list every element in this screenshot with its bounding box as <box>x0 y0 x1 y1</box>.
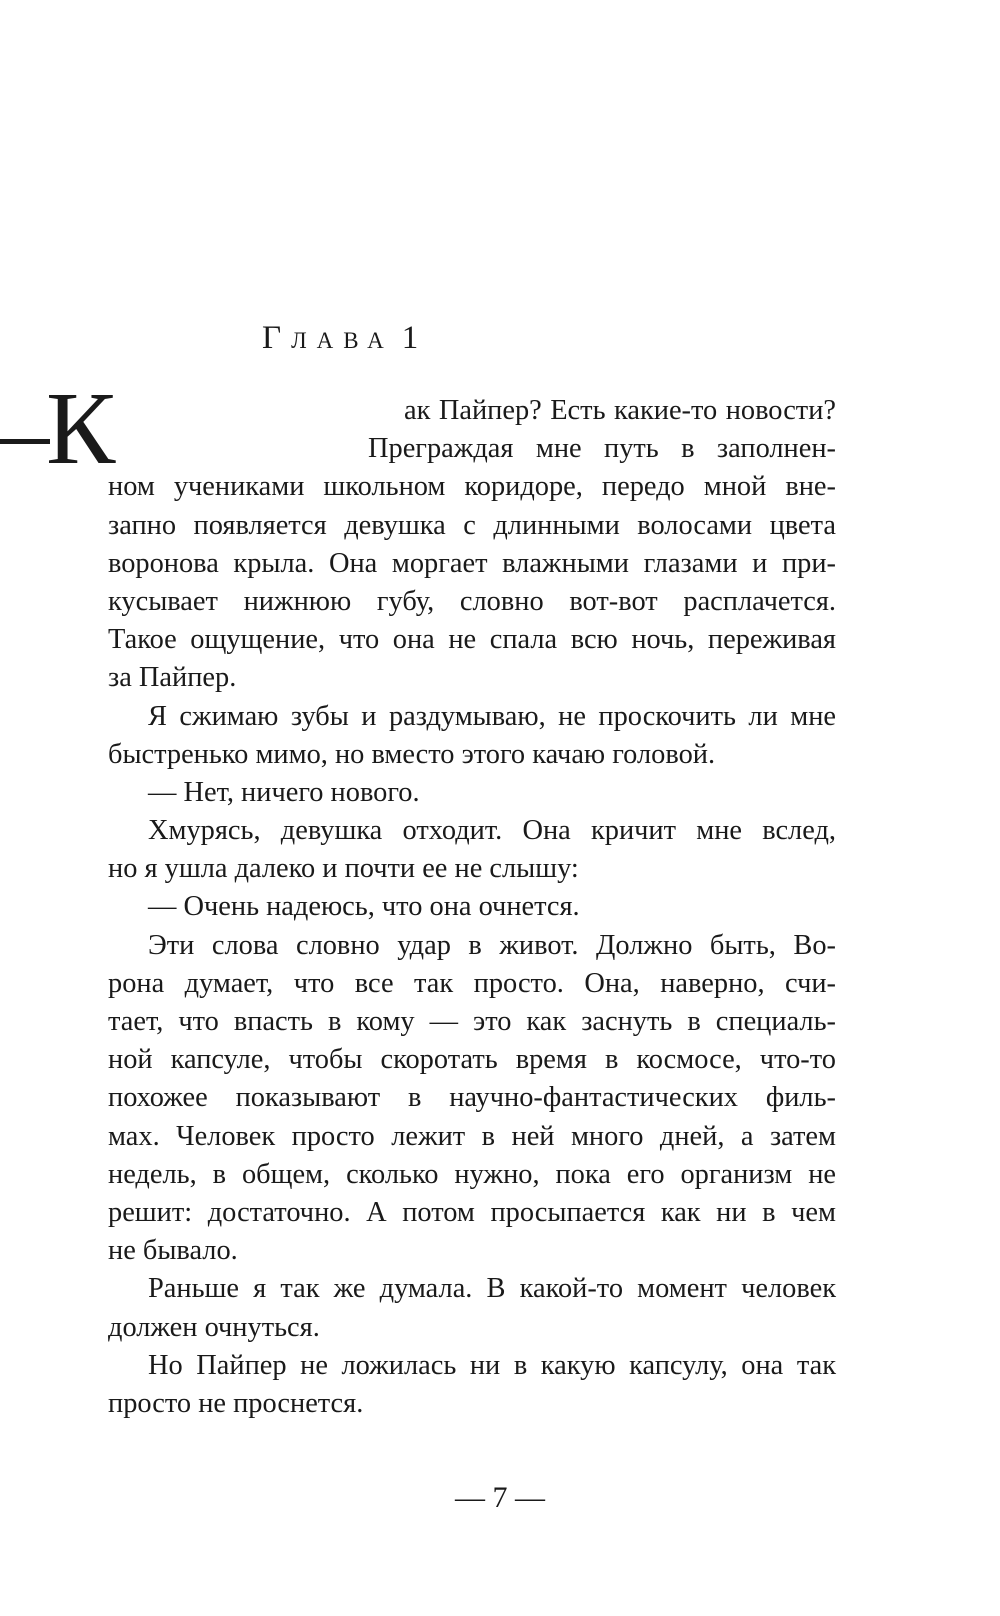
text-line: мах. Человек просто лежит в ней много дней, а затем <box>108 1120 836 1152</box>
text-line: Я сжимаю зубы и раздумываю, не проскочить ли мне <box>148 700 836 732</box>
text-line: кусывает нижнюю губу, словно вот-вот расплачется. <box>108 585 836 617</box>
drop-cap-dash <box>0 439 50 444</box>
text-line: Хмурясь, девушка отходит. Она кричит мне вслед, <box>148 815 836 847</box>
text-line: Раньше я так же думала. В какой-то момент человек <box>148 1273 836 1305</box>
text-line: решит: достаточно. А потом просыпается как ни в чем <box>108 1196 836 1228</box>
text-line: просто не проснется. <box>108 1387 364 1419</box>
chapter-text <box>46 371 836 1423</box>
text-line: не бывало. <box>108 1235 238 1267</box>
text-line: Преграждая мне путь в заполнен- <box>368 433 836 465</box>
text-line: похожее показывают в научно-фантастических филь- <box>108 1082 836 1114</box>
text-line: Эти слова словно удар в живот. Должно быть, Во- <box>148 929 836 961</box>
text-line: но я ушла далеко и почти ее не слышу: <box>108 853 579 885</box>
text-line: недель, в общем, сколько нужно, пока его организм не <box>108 1158 836 1190</box>
chapter-heading <box>262 318 418 358</box>
text-line: воронова крыла. Она моргает влажными глазами и при- <box>108 547 836 579</box>
text-line: Но Пайпер не ложилась ни в какую капсулу, она так <box>148 1349 836 1381</box>
page-number: — 7 — <box>455 1481 545 1514</box>
text-line: — Нет, ничего нового. <box>148 776 420 808</box>
text-line: рона думает, что все так просто. Она, наверно, счи- <box>108 967 836 999</box>
chapter-number: 1 <box>401 320 419 356</box>
text-line: Такое ощущение, что она не спала всю ночь, переживая <box>108 624 836 656</box>
text-line: ной капсуле, чтобы скоротать время в космосе, что-то <box>108 1044 836 1076</box>
text-line: — Очень надеюсь, что она очнется. <box>148 891 580 923</box>
text-line: ак Пайпер? Есть какие-то новости? <box>404 395 836 426</box>
text-line: ном учениками школьном коридоре, передо мной вне- <box>108 471 836 503</box>
text-line: быстренько мимо, но вместо этого качаю головой. <box>108 738 716 770</box>
text-line: запно появляется девушка с длинными волосами цвета <box>108 509 836 541</box>
text-line: тает, что впасть в кому — это как заснуть в специаль- <box>108 1006 836 1037</box>
text-line: за Пайпер. <box>108 662 237 694</box>
drop-cap-letter: К <box>46 371 116 486</box>
drop-cap <box>0 371 116 486</box>
chapter-word: Глава <box>262 320 394 356</box>
text-line: должен очнуться. <box>108 1311 320 1343</box>
